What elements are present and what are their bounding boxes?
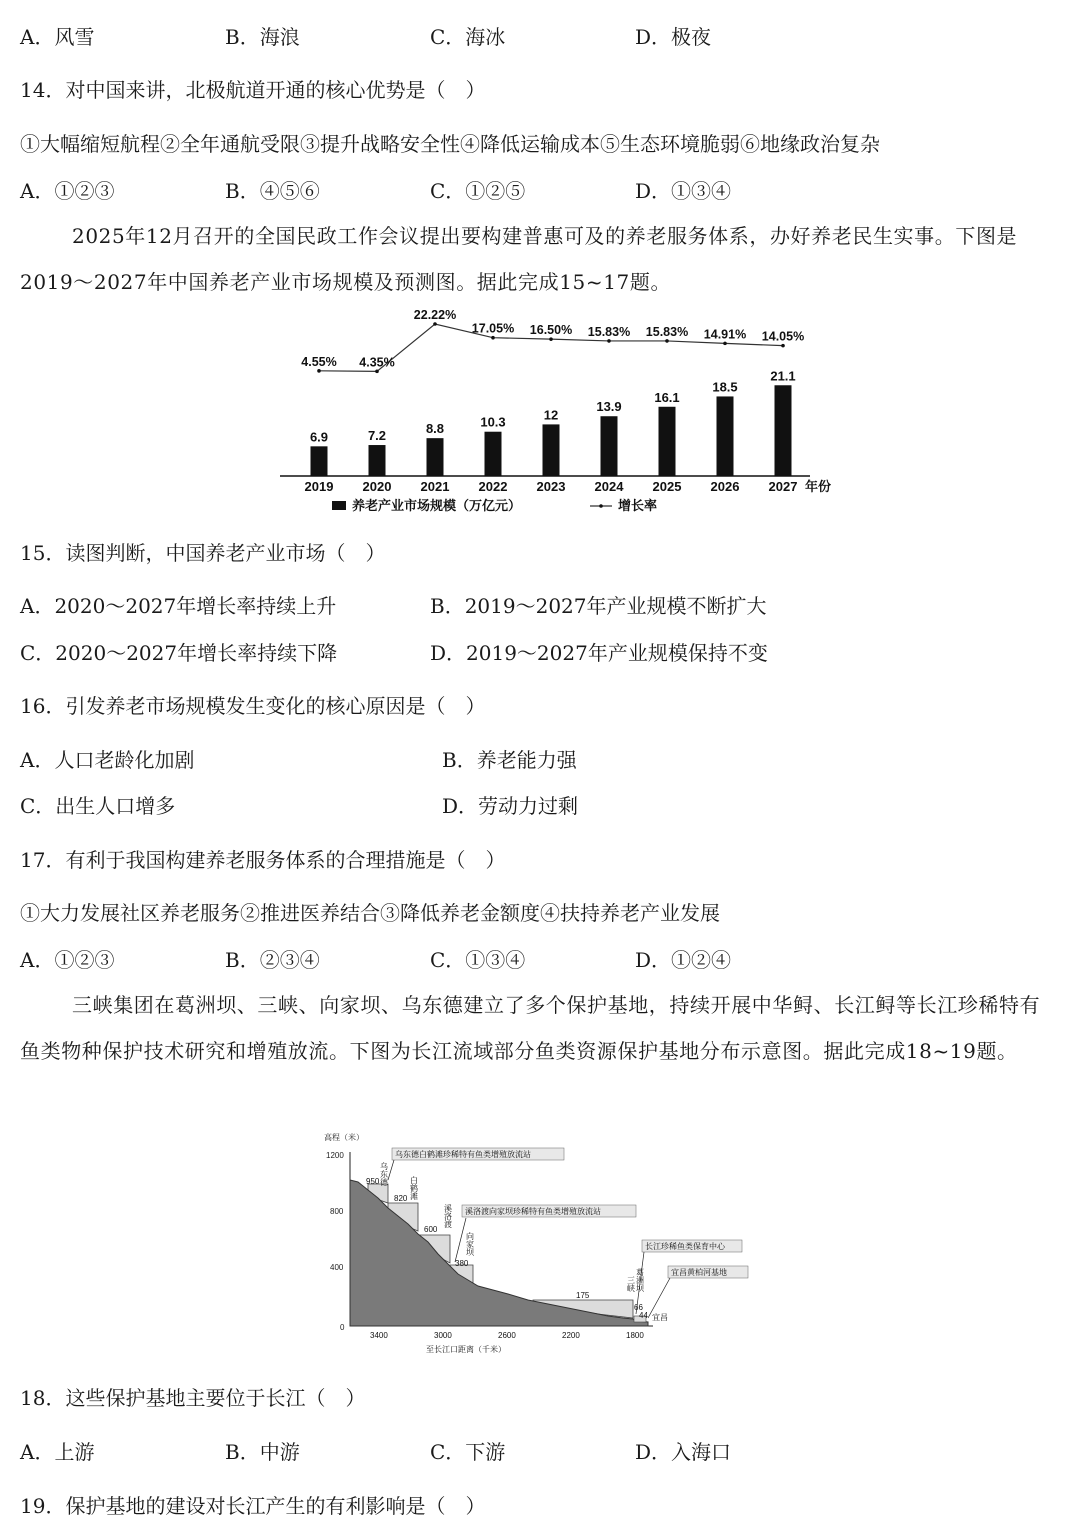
q16-stem: 16．引发养老市场规模发生变化的核心原因是（ ） xyxy=(20,694,486,718)
bar-2025 xyxy=(659,407,676,476)
site-label-huangbaihe: 宜昌黄柏河基地 xyxy=(671,1268,727,1277)
dam-label-wudongde: 乌东德 xyxy=(379,1162,389,1186)
callout-arrow xyxy=(455,1218,466,1262)
bar-label-2026: 18.5 xyxy=(712,379,738,395)
x-tick-2026: 2026 xyxy=(710,479,740,494)
dam-label-gezhouba: 葛洲坝 xyxy=(635,1268,645,1292)
growth-label-2024: 15.83% xyxy=(587,324,631,339)
growth-point-2025 xyxy=(665,339,669,343)
step-label: 950 xyxy=(366,1177,380,1186)
legend-line-marker xyxy=(599,504,603,508)
q16-option-b: B．养老能力强 xyxy=(442,748,577,772)
q13-option-b: B．海浪 xyxy=(225,25,300,49)
growth-point-2020 xyxy=(375,370,379,374)
growth-label-2019: 4.55% xyxy=(301,354,337,369)
q15-option-a: A．2020～2027年增长率持续上升 xyxy=(20,594,337,618)
q14-stem: 14．对中国来讲，北极航道开通的核心优势是（ ） xyxy=(20,78,486,102)
profile-xtick: 3400 xyxy=(370,1331,388,1340)
growth-label-2022: 17.05% xyxy=(471,321,515,336)
bar-label-2023: 12 xyxy=(543,407,559,423)
profile-ytick: 800 xyxy=(330,1207,344,1216)
profile-ylabel: 高程（米） xyxy=(324,1133,364,1142)
q14-items: ①大幅缩短航程②全年通航受限③提升战略安全性④降低运输成本⑤生态环境脆弱⑥地缘政治复杂 xyxy=(20,132,880,156)
callout-arrow xyxy=(648,1278,670,1318)
q14-option-d: D．①③④ xyxy=(635,179,732,203)
site-label-wudongde-baihetan: 乌东德白鹤滩珍稀特有鱼类增殖放流站 xyxy=(395,1150,531,1159)
x-tick-2020: 2020 xyxy=(362,479,392,494)
growth-label-2023: 16.50% xyxy=(529,323,573,338)
dam-label-xiluodu: 溪洛渡 xyxy=(443,1204,453,1228)
growth-point-2027 xyxy=(781,344,785,348)
growth-point-2023 xyxy=(549,337,553,341)
q19-stem: 19．保护基地的建设对长江产生的有利影响是（ ） xyxy=(20,1494,486,1518)
bar-2021 xyxy=(427,438,444,476)
x-tick-2021: 2021 xyxy=(420,479,450,494)
q18-stem: 18．这些保护基地主要位于长江（ ） xyxy=(20,1386,366,1410)
bar-2027 xyxy=(775,385,792,476)
step-label: 380 xyxy=(455,1259,469,1268)
legend-line-label: 增长率 xyxy=(618,498,658,513)
q16-option-d: D．劳动力过剩 xyxy=(442,794,579,818)
bar-label-2024: 13.9 xyxy=(596,399,622,415)
q13-option-a: A．风雪 xyxy=(20,25,95,49)
q18-option-d: D．入海口 xyxy=(635,1440,732,1464)
step-label: 820 xyxy=(394,1194,408,1203)
q17-option-b: B．②③④ xyxy=(225,948,320,972)
q15-stem: 15．读图判断，中国养老产业市场（ ） xyxy=(20,541,386,565)
q17-items: ①大力发展社区养老服务②推进医养结合③降低养老金额度④扶持养老产业发展 xyxy=(20,901,720,925)
profile-ytick: 1200 xyxy=(326,1151,344,1160)
bar-2024 xyxy=(601,416,618,476)
x-tick-2025: 2025 xyxy=(652,479,682,494)
q14-option-b: B．④⑤⑥ xyxy=(225,179,320,203)
q14-option-a: A．①②③ xyxy=(20,179,115,203)
q18-option-a: A．上游 xyxy=(20,1440,95,1464)
dam-label-xiangjiaba: 向家坝 xyxy=(465,1232,475,1256)
bar-2023 xyxy=(543,424,560,476)
growth-point-2024 xyxy=(607,339,611,343)
callout-arrow xyxy=(388,1160,394,1180)
q13-option-d: D．极夜 xyxy=(635,25,712,49)
growth-point-2022 xyxy=(491,336,495,340)
legend-bar-swatch xyxy=(332,501,346,510)
q17-option-d: D．①②④ xyxy=(635,948,732,972)
bar-2020 xyxy=(369,445,386,476)
x-tick-2019: 2019 xyxy=(304,479,334,494)
profile-xtick: 3000 xyxy=(434,1331,452,1340)
q17-stem: 17．有利于我国构建养老服务体系的合理措施是（ ） xyxy=(20,848,506,872)
dam-label-yichang: 宜昌 xyxy=(652,1313,668,1322)
q14-option-c: C．①②⑤ xyxy=(430,179,526,203)
bar-2019 xyxy=(311,446,328,476)
q16-option-a: A．人口老龄化加剧 xyxy=(20,748,195,772)
bar-label-2025: 16.1 xyxy=(654,389,680,405)
q17-option-c: C．①③④ xyxy=(430,948,526,972)
profile-xtick: 1800 xyxy=(626,1331,644,1340)
site-label-xiluodu-xiangjiaba: 溪洛渡向家坝珍稀特有鱼类增殖放流站 xyxy=(465,1207,601,1216)
site-label-conservation-center: 长江珍稀鱼类保育中心 xyxy=(645,1242,725,1251)
q17-option-a: A．①②③ xyxy=(20,948,115,972)
q16-option-c: C．出生人口增多 xyxy=(20,794,176,818)
step-label: 44 xyxy=(639,1311,648,1320)
step-label: 600 xyxy=(424,1225,438,1234)
profile-ytick: 0 xyxy=(340,1323,345,1332)
growth-point-2019 xyxy=(317,369,321,373)
q18-option-c: C．下游 xyxy=(430,1440,506,1464)
growth-point-2021 xyxy=(433,322,437,326)
growth-label-2026: 14.91% xyxy=(703,327,747,342)
profile-xlabel: 至长江口距离（千米） xyxy=(426,1345,506,1354)
step-label: 66 xyxy=(634,1303,643,1312)
step-label: 175 xyxy=(576,1291,590,1300)
q18-option-b: B．中游 xyxy=(225,1440,300,1464)
growth-label-2027: 14.05% xyxy=(761,329,805,344)
x-tick-2024: 2024 xyxy=(594,479,624,494)
bar-label-2019: 6.9 xyxy=(309,429,329,445)
passage-2: 三峡集团在葛洲坝、三峡、向家坝、乌东德建立了多个保护基地，持续开展中华鲟、长江鲟等长江珍稀特有鱼类物种保护技术研究和增殖放流。下图为长江流域部分鱼类资源保护基地分布示意图。据此完成18~19题。 xyxy=(20,993,1041,1063)
growth-label-2025: 15.83% xyxy=(645,324,689,339)
dam-label-baihetan: 白鹤滩 xyxy=(409,1176,419,1200)
q15-option-b: B．2019～2027年产业规模不断扩大 xyxy=(430,594,767,618)
q15-option-d: D．2019～2027年产业规模保持不变 xyxy=(430,641,768,665)
profile-ytick: 400 xyxy=(330,1263,344,1272)
bar-label-2022: 10.3 xyxy=(480,414,506,430)
bar-label-2021: 8.8 xyxy=(425,421,445,437)
q13-option-c: C．海冰 xyxy=(430,25,506,49)
profile-xtick: 2200 xyxy=(562,1331,580,1340)
growth-point-2026 xyxy=(723,342,727,346)
q15-option-c: C．2020～2027年增长率持续下降 xyxy=(20,641,338,665)
bar-2026 xyxy=(717,396,734,476)
passage-1: 2025年12月召开的全国民政工作会议提出要构建普惠可及的养老服务体系，办好养老民生实事。下图是2019～2027年中国养老产业市场规模及预测图。据此完成15~17题。 xyxy=(20,224,1018,294)
yangtze-profile-diagram xyxy=(318,1128,758,1360)
x-tick-2023: 2023 xyxy=(536,479,566,494)
x-tick-2022: 2022 xyxy=(478,479,508,494)
growth-label-2021: 22.22% xyxy=(413,308,457,322)
bar-label-2020: 7.2 xyxy=(367,428,387,444)
elderly-industry-chart xyxy=(280,300,860,530)
bar-label-2027: 21.1 xyxy=(770,368,796,384)
legend-bar-label: 养老产业市场规模（万亿元） xyxy=(352,498,522,513)
profile-xtick: 2600 xyxy=(498,1331,516,1340)
x-tick-2027: 2027 xyxy=(768,479,798,494)
bar-2022 xyxy=(485,432,502,476)
dam-label-sanxia: 三峡 xyxy=(626,1276,636,1292)
x-axis-label: 年份 xyxy=(805,479,832,494)
growth-label-2020: 4.35% xyxy=(359,355,395,370)
